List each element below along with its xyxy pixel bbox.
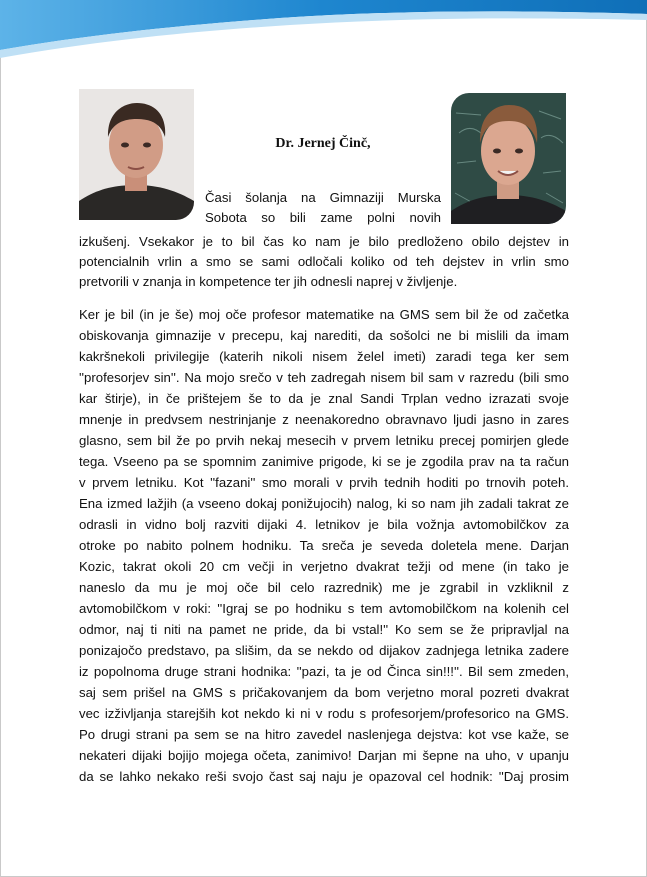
text-line: potencialnih vrlin a smo se sami odločali koliko od teh dejstev in vrlin smo xyxy=(79,254,569,269)
text-line: izkušenj. Vsekakor je to bil čas ko nam je bilo predloženo obilo dejstev in xyxy=(79,234,569,249)
text-line: v prvem letniku. Kot ''fazani'' smo morali v prvih tednih hoditi po trnovih poteh. xyxy=(79,475,569,490)
text-line: pretvorili v znanja in kompetence ter jih odnesli naprej v življenje. xyxy=(79,274,458,289)
text-line: tega. Vseeno pa se spomnim zanimive prigode, ki se je zgodila prav na ta račun xyxy=(79,454,569,469)
text-line: da se lahko nekako reši svojo čast saj naju je opazoval cel hodnik: ''Daj prosim xyxy=(79,769,569,784)
text-line: Po drugi strani pa sem se na hitro zavedel naslenjega dejstva: kot vse kaže, se xyxy=(79,727,569,742)
header-wave-decoration xyxy=(0,0,647,60)
text-line: otroke po nabito polnem hodniku. Ta sreča je seveda doletela mene. Darjan xyxy=(79,538,569,553)
article-title: Dr. Jernej Činč, xyxy=(275,136,371,151)
text-line: vec izživljanja starejših kot nekdo ki ni v rodu s profesorjem/profesorico na GMS. xyxy=(79,706,569,721)
text-line: glasno, sem bil že po prvih nekaj mesecih v prvem letniku precej pomirjen glede xyxy=(79,433,569,448)
text-line: saj sem prišel na GMS s pričakovanjem da bom verjetno moral pozreti dvakrat xyxy=(79,685,569,700)
text-line: Ena izmed lažjih (a vseeno dokaj ponižujocih) nalog, ki so nam jih zadali takrat ze xyxy=(79,496,569,511)
text-line: Kozic, takrat okoli 20 cm večji in verjetno dvakrat težji od mene (in tako je xyxy=(79,559,569,574)
text-line: iz popolnoma druge strani hodnika: ''pazi, ta je od Činca sin!!!''. Bil sem zmeden, xyxy=(79,664,569,679)
text-line: nekateri dijaki bojijo mojega očeta, zanimivo! Darjan mi šepne na uho, v upanju xyxy=(79,748,569,763)
text-line: mnenje in predvsem nestrinjanje z neenakoredno obravnavo ljudi jasno in zares xyxy=(79,412,569,427)
text-line: naneslo da mu je moj oče bil celo razrednik) me je zgrabil in vzkliknil z xyxy=(79,580,569,595)
text-line: kar štirje), in če prištejem še to da je znal Sandi Trplan vedno izrazati svoje xyxy=(79,391,569,406)
text-line: Ker je bil (in je še) moj oče profesor matematike na GMS sem bil že od začetka xyxy=(79,307,569,322)
text-line: odmor, naj ti niti na pamet ne pride, da bi vstal!'' Ko sem se že pripravljal na xyxy=(79,622,569,637)
portrait-photo-adult xyxy=(451,93,566,224)
text-line: obiskovanja gimnazije v precepu, kaj narediti, da sošolci ne bi mislili da imam xyxy=(79,328,569,343)
text-line: odrasli in vidno bolj razviti dijaki 4. letnikov je bila vožnja avtomobilčkov za xyxy=(79,517,569,532)
text-line: kakršnekoli privilegije (katerih nikoli nisem želel imeti) zaradi tega ker sem xyxy=(79,349,569,364)
text-line: Sobota so bili zame polni novih xyxy=(205,210,441,225)
text-line: ''profesorjev sin''. Na mojo srečo v teh zadregah nisem bil sam v razredu (bili smo xyxy=(79,370,569,385)
text-line: ponizajočo predstavo, pa slišim, da se nekdo od dijakov zadnjega letnika zadere xyxy=(79,643,569,658)
portrait-photo-young xyxy=(79,89,194,220)
text-line: avtomobilčkom v roki: ''Igraj se po hodniku s tem avtomobilčkom na kolenih cel xyxy=(79,601,569,616)
text-line: Časi šolanja na Gimnaziji Murska xyxy=(205,190,441,205)
